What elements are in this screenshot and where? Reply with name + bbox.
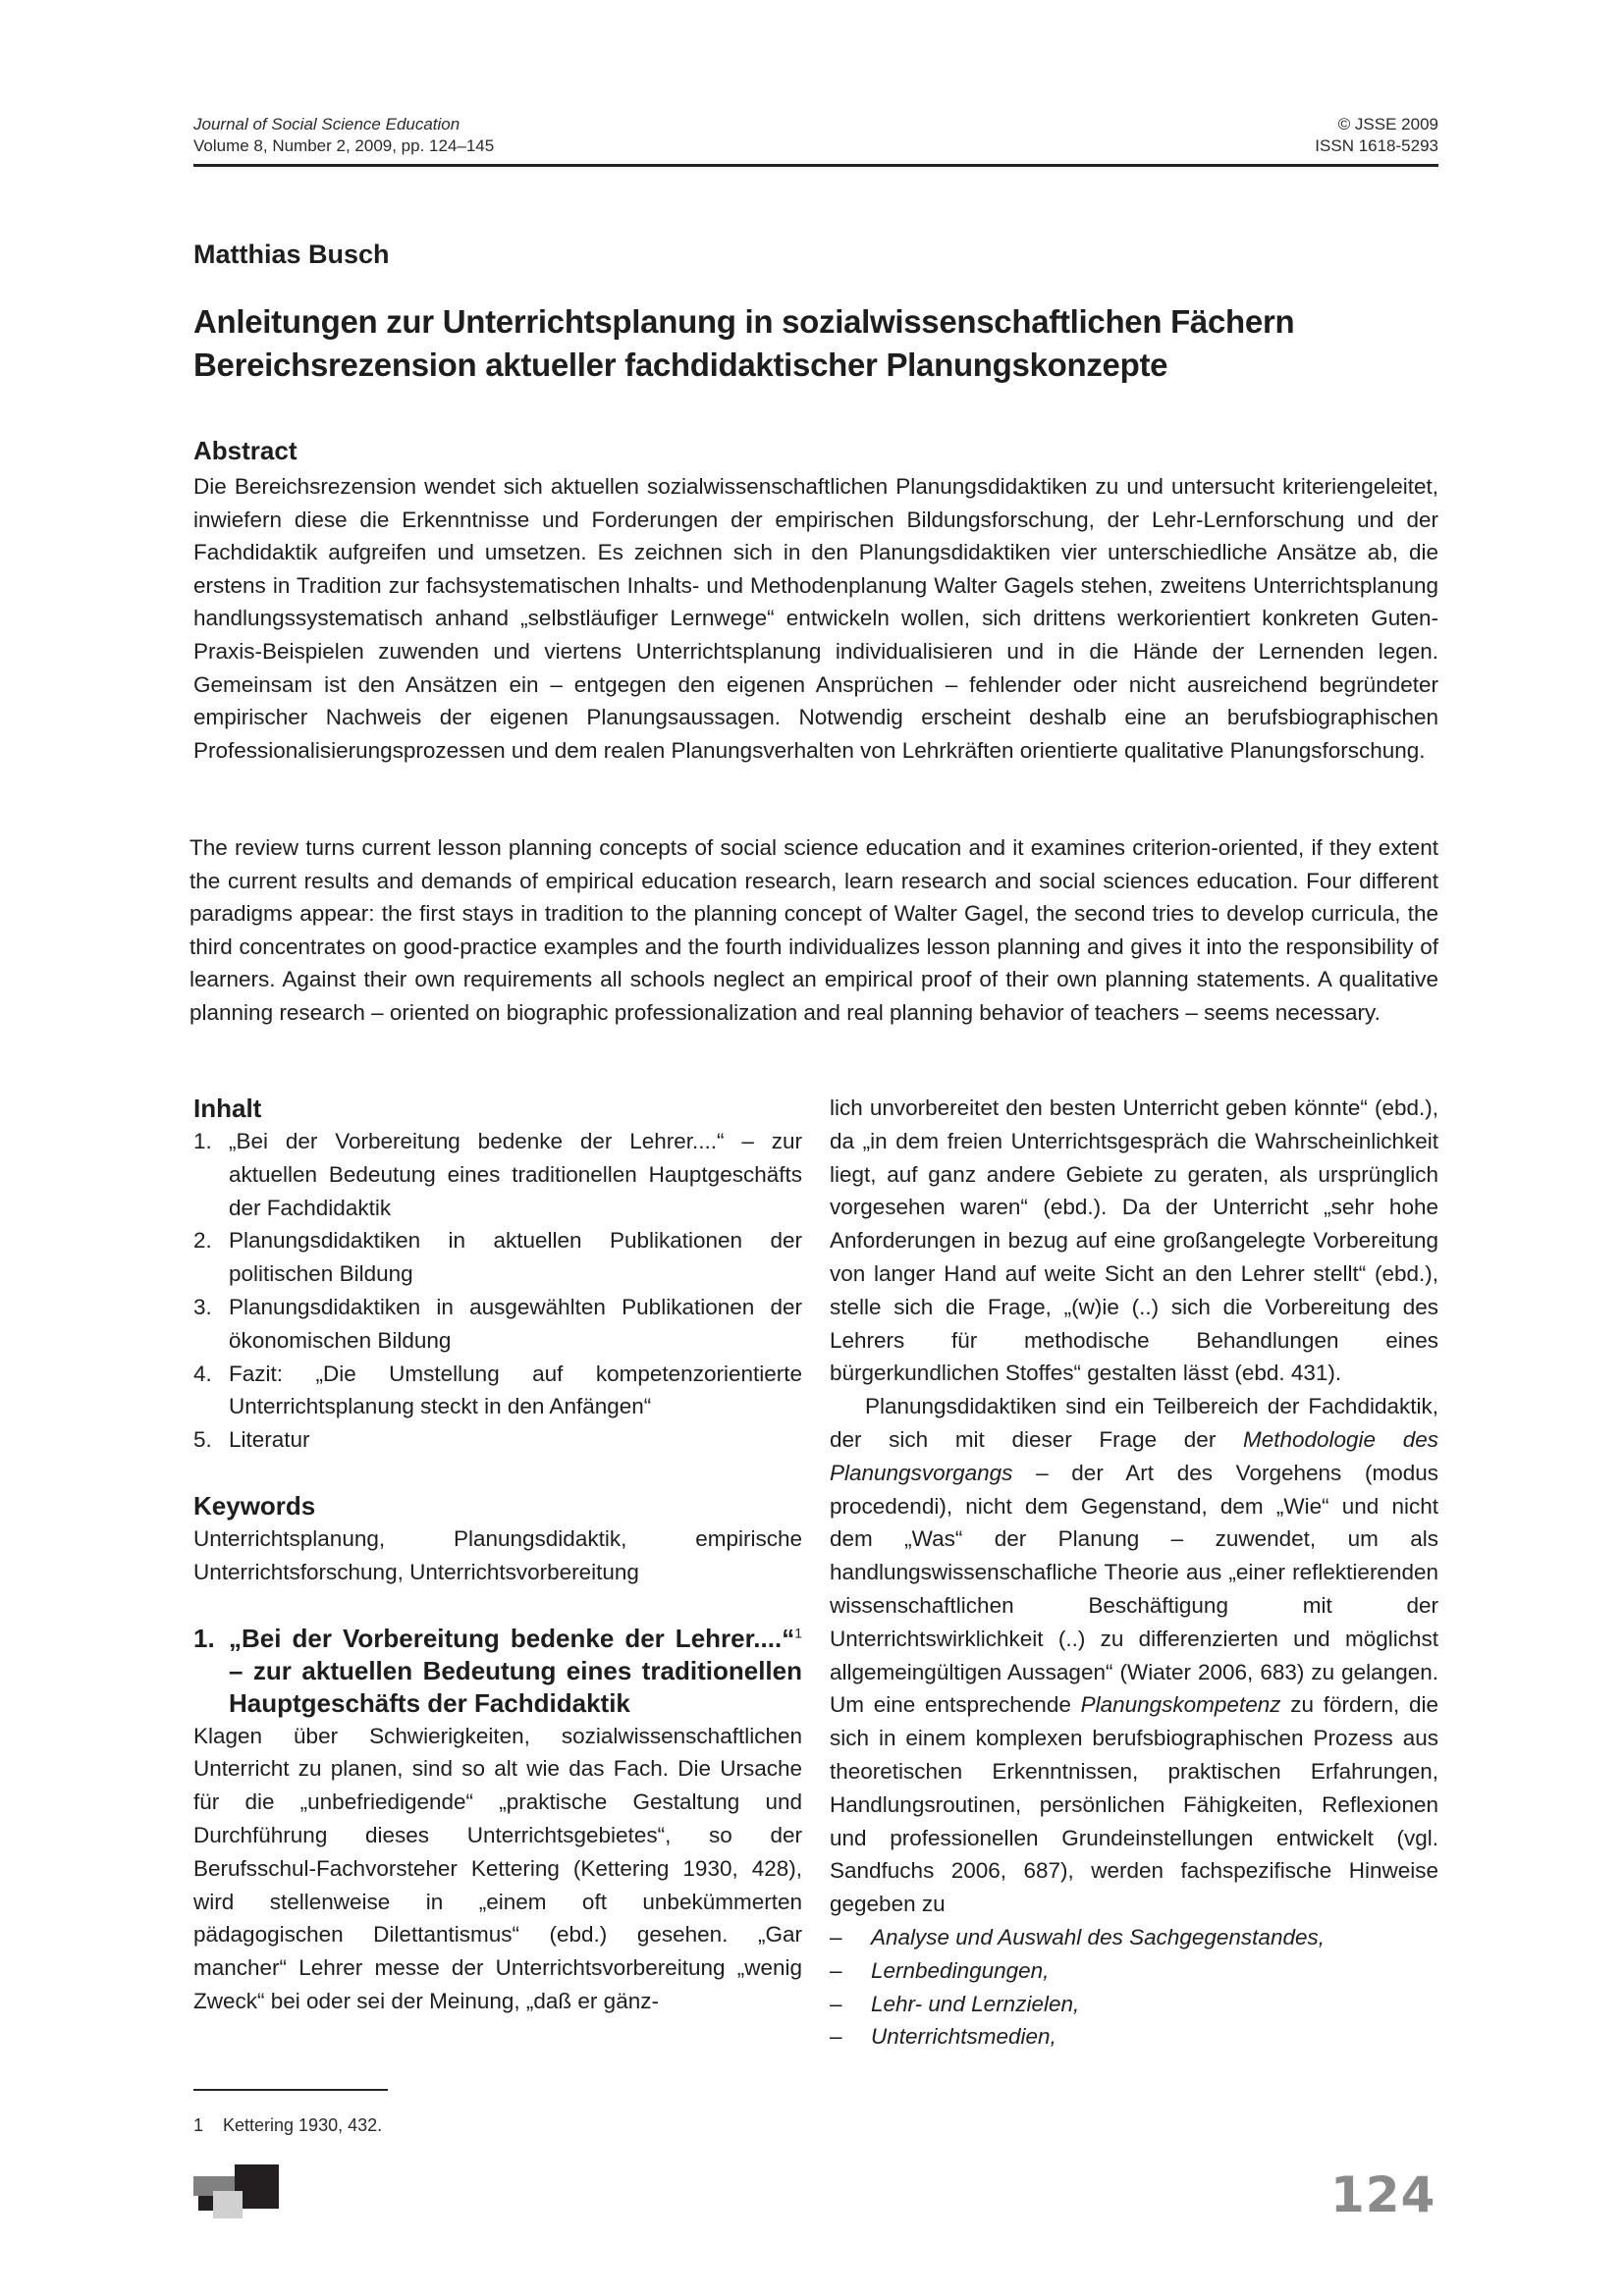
list-text: Lernbedingungen,: [871, 1957, 1050, 1983]
para-emphasis: Planungskompetenz: [1080, 1692, 1281, 1718]
toc-item[interactable]: [193, 1358, 802, 1424]
toc-number: 2.: [193, 1228, 212, 1254]
keywords-heading: Keywords: [193, 1490, 316, 1521]
dash-bullet: –: [830, 1924, 842, 1949]
para-text: zu fördern, die sich in einem komplexen berufsbiographischen Prozess aus theoretischen Erkenntnissen, praktischen Erfahrungen, Handlungsroutinen, persönlichen Fähigkeiten, Reflexionen und professionellen Grundeinstellungen entwickelt (vgl. Sandfuchs 2006, 687), werden fachspezifische Hinweise gegeben zu: [830, 1692, 1438, 1917]
running-header-right: [1315, 114, 1438, 157]
list-text: Analyse und Auswahl des Sachgegenstandes,: [871, 1924, 1325, 1949]
footnote-ref[interactable]: 1: [794, 1624, 802, 1640]
dash-bullet: –: [830, 1991, 842, 2016]
section-number: 1.: [193, 1623, 215, 1653]
issn: ISSN 1618-5293: [1315, 136, 1438, 155]
toc-item[interactable]: [193, 1291, 802, 1358]
toc-number: 5.: [193, 1427, 212, 1453]
keywords-text: Unterrichtsplanung, Planungsdidaktik, empirische Unterrichtsforschung, Unterrichtsvorbereitung: [193, 1525, 802, 1584]
toc-item[interactable]: [193, 1224, 802, 1291]
footnote-rule: [193, 2089, 388, 2091]
list-item: [830, 2020, 1438, 2054]
section-title: [229, 1623, 802, 1720]
section-1-heading: [193, 1623, 802, 1720]
author-name: Matthias Busch: [193, 240, 390, 269]
para-text: Planungsdidaktiken sind ein Teilbereich der Fachdidaktik, der sich mit dieser Frage der: [830, 1394, 1438, 1452]
toc-item[interactable]: [193, 1423, 802, 1457]
abstract-german: Die Bereichsrezension wendet sich aktuellen sozialwissenschaftlichen Planungsdidaktiken zu und untersucht kriteriengeleitet, inwiefern diese die Erkenntnisse und Forderungen der empirischen Bildungsforschung, der Lehr-Lernforschung und der Fachdidaktik aufgreifen und umsetzen. Es zeichnen sich in den Planungsdidaktiken vier unterschiedliche Ansätze ab, die erstens in Tradition zur fachsystematischen Inhalts- und Methodenplanung Walter Gagels stehen, zweitens Unterrichtsplanung handlungssystematisch anhand „selbstläufiger Lernwege“ entwickeln wollen, sich drittens werkorientiert konkreten Guten-Praxis-Beispielen zuwenden und viertens Unterrichtsplanung individualisieren und in die Hände der Lernenden legen. Gemeinsam ist den Ansätzen ein – entgegen den eigenen Ansprüchen – fehlender oder nicht ausreichend begründeter empirischer Nachweis der eigenen Planungsaussagen. Notwendig erscheint deshalb eine an berufsbiographischen Professionalisierungsprozessen und dem realen Planungsverhalten von Lehrkräften orientierte qualitative Planungsforschung.: [193, 474, 1438, 763]
section-1-paragraph-2: [830, 1390, 1438, 1921]
article-title: [193, 300, 1438, 387]
list-item: [830, 1988, 1438, 2021]
list-text: Lehr- und Lernzielen,: [871, 1991, 1080, 2016]
toc-text: Planungsdidaktiken in ausgewählten Publikationen der ökonomischen Bildung: [229, 1294, 802, 1353]
dash-bullet: –: [830, 1957, 842, 1983]
footnote-text: Kettering 1930, 432.: [223, 2115, 383, 2135]
footnote-number: 1: [193, 2115, 204, 2135]
contents-heading: Inhalt: [193, 1094, 262, 1123]
toc-item[interactable]: [193, 1125, 802, 1224]
para-text: – der Art des Vorgehens (modus procedendi), nicht dem Gegenstand, dem „Wie“ und nicht dem „Was“ der Planung – zuwendet, um als handlungswissenschafliche Theorie aus „einer reflektierenden wissenschaftlichen Beschäftigung mit der Unterrichtswirklichkeit (..) zu differenzierten und möglichst allgemeingültigen Aussagen“ (Wiater 2006, 683) zu gelangen. Um eine entsprechende: [830, 1460, 1438, 1718]
section-1-paragraph-1a: Klagen über Schwierigkeiten, sozialwissenschaftlichen Unterricht zu planen, sind so alt wie das Fach. Die Ursache für die „unbefriedigende“ „praktische Gestaltung und Durchführung dieses Unterrichtsgebietes“, so der Berufsschul-Fachvorsteher Kettering (Kettering 1930, 428), wird stellenweise in „einem oft unbekümmerten pädagogischen Dilettantismus“ (ebd.) gesehen. „Gar mancher“ Lehrer messe der Unterrichtsvorbereitung „wenig Zweck“ bei oder sei der Meinung, „daß er gänz-: [193, 1723, 802, 2013]
toc-text: Planungsdidaktiken in aktuellen Publikationen der politischen Bildung: [229, 1228, 802, 1287]
right-column: [830, 1092, 1438, 2054]
logo-square-light: [213, 2191, 243, 2218]
table-of-contents: [193, 1125, 802, 1457]
volume-info: Volume 8, Number 2, 2009, pp. 124–145: [193, 136, 495, 155]
journal-title: Journal of Social Science Education: [193, 115, 460, 133]
page-number: 124: [1330, 2166, 1436, 2223]
toc-number: 1.: [193, 1129, 212, 1153]
journal-logo-icon: [193, 2164, 282, 2219]
planning-aspects-list: [830, 1921, 1438, 2054]
dash-bullet: –: [830, 2024, 842, 2050]
logo-square-dark-small: [198, 2196, 213, 2211]
copyright: © JSSE 2009: [1337, 115, 1438, 133]
title-line-1: Anleitungen zur Unterrichtsplanung in sozialwissenschaftlichen Fächern: [193, 303, 1295, 340]
list-item: [830, 1954, 1438, 1988]
title-line-2: Bereichsrezension aktueller fachdidaktischer Planungskonzepte: [193, 347, 1168, 383]
toc-text: Literatur: [229, 1427, 310, 1453]
toc-number: 3.: [193, 1294, 212, 1319]
section-title-rest: – zur aktuellen Bedeutung eines traditionellen Hauptgeschäfts der Fachdidaktik: [229, 1655, 802, 1718]
header-rule: [193, 164, 1438, 167]
section-title-quote: „Bei der Vorbereitung bedenke der Lehrer....“: [229, 1623, 795, 1653]
section-1-paragraph-1b: lich unvorbereitet den besten Unterricht geben könnte“ (ebd.), da „in dem freien Unterrichtsgespräch die Wahrscheinlichkeit liegt, auf ganz andere Gebiete zu geraten, als ursprünglich vorgesehen waren“ (ebd.). Da der Unterricht „sehr hohe Anforderungen in bezug auf eine großangelegte Vorbereitung von langer Hand auf weite Sicht an den Lehrer stellt“ (ebd.), stelle sich die Frage, „(w)ie (..) sich die Vorbereitung des Lehrers für methodische Behandlungen eines bürgerkundlichen Stoffes“ gestalten lässt (ebd. 431).: [830, 1095, 1438, 1386]
footnote: [193, 2114, 382, 2136]
list-item: [830, 1921, 1438, 1954]
toc-text: Fazit: „Die Umstellung auf kompetenzorientierte Unterrichtsplanung steckt in den Anfängen“: [229, 1361, 802, 1419]
toc-text: „Bei der Vorbereitung bedenke der Lehrer....“ – zur aktuellen Bedeutung eines traditionellen Hauptgeschäfts der Fachdidaktik: [229, 1129, 802, 1220]
left-column: [193, 1092, 802, 2018]
list-text: Unterrichtsmedien,: [871, 2024, 1056, 2050]
para-emphasis: Methodologie des Planungsvorgangs: [830, 1426, 1438, 1485]
toc-number: 4.: [193, 1361, 212, 1386]
running-header-left: [193, 114, 494, 157]
abstract-english: The review turns current lesson planning concepts of social science education and it examines criterion-oriented, if they extent the current results and demands of empirical education research, learn research and social sciences education. Four different paradigms appear: the first stays in tradition to the planning concept of Walter Gagel, the second tries to develop curricula, the third concentrates on good-practice examples and the fourth individualizes lesson planning and gives it into the responsibility of learners. Against their own requirements all schools neglect an empirical proof of their own planning statements. A qualitative planning research – oriented on biographic professionalization and real planning behavior of teachers – seems necessary.: [189, 835, 1438, 1025]
abstract-heading: Abstract: [193, 436, 298, 465]
